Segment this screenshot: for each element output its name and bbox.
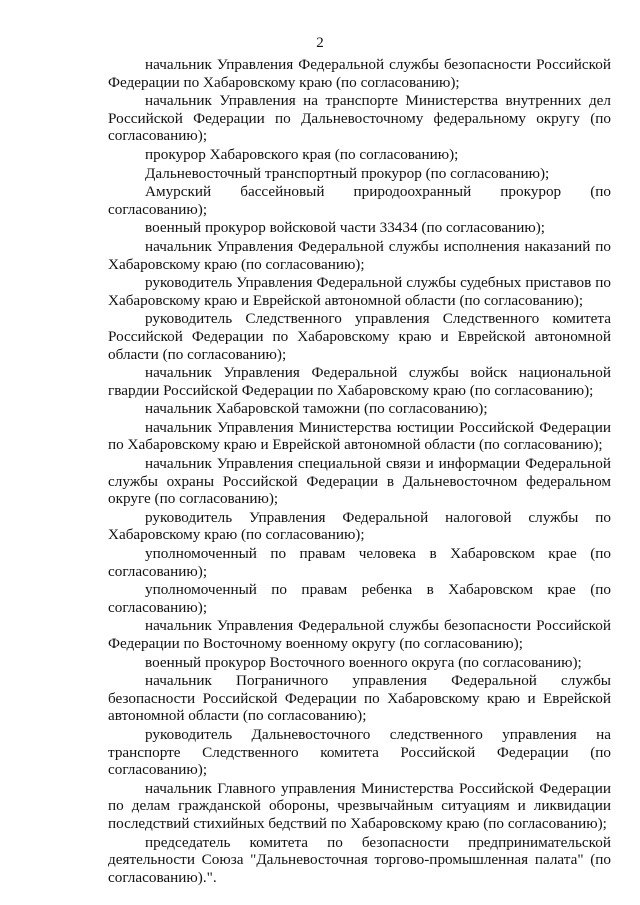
- list-item: начальник Управления Министерства юстиции Российской Федерации по Хабаровскому краю и Еврейской автономной области (по согласованию);: [108, 418, 611, 454]
- list-item: начальник Управления на транспорте Министерства внутренних дел Российской Федерации по Дальневосточному федеральному округу (по согласованию);: [108, 92, 611, 145]
- list-item: Дальневосточный транспортный прокурор (по согласованию);: [145, 164, 550, 182]
- list-item: уполномоченный по правам ребенка в Хабаровском крае (по согласованию);: [108, 581, 611, 616]
- list-item: уполномоченный по правам человека в Хабаровском крае (по согласованию);: [108, 545, 611, 580]
- list-item: начальник Управления Федеральной службы безопасности Российской Федерации по Восточному военному округу (по согласованию);: [108, 617, 611, 652]
- list-item: начальник Пограничного управления Федеральной службы безопасности Российской Федерации по Хабаровскому краю и Еврейской автономной области (по согласованию);: [108, 672, 611, 725]
- list-item: руководитель Управления Федеральной налоговой службы по Хабаровскому краю (по согласованию);: [108, 508, 611, 544]
- list-item: начальник Хабаровской таможни (по согласованию);: [145, 400, 488, 418]
- list-item: руководитель Дальневосточного следственного управления на транспорте Следственного комитета Российской Федерации (по согласованию);: [108, 725, 611, 779]
- list-item: прокурор Хабаровского края (по согласованию);: [145, 145, 459, 163]
- list-item: Амурский бассейновый природоохранный прокурор (по согласованию);: [108, 183, 611, 218]
- page-number: 2: [316, 35, 324, 51]
- list-item: военный прокурор Восточного военного округа (по согласованию);: [145, 653, 582, 671]
- list-item: начальник Главного управления Министерства Российской Федерации по делам гражданской обороны, чрезвычайным ситуациям и ликвидации последствий стихийных бедствий по Хабаровскому краю (по согласованию);: [108, 779, 611, 832]
- list-item: начальник Управления Федеральной службы исполнения наказаний по Хабаровскому краю (по согласованию);: [108, 237, 611, 273]
- list-item: начальник Управления Федеральной службы безопасности Российской Федерации по Хабаровскому краю (по согласованию);: [108, 56, 611, 91]
- list-item: военный прокурор войсковой части 33434 (по согласованию);: [145, 219, 545, 237]
- list-item: начальник Управления Федеральной службы войск национальной гвардии Российской Федерации по Хабаровскому краю (по согласованию);: [108, 364, 611, 399]
- list-item: руководитель Управления Федеральной службы судебных приставов по Хабаровскому краю и Еврейской автономной области (по согласованию);: [108, 274, 611, 309]
- list-item: председатель комитета по безопасности предпринимательской деятельности Союза "Дальневосточная торгово-промышленная палата" (по согласованию).".: [108, 833, 611, 886]
- list-item: начальник Управления специальной связи и информации Федеральной службы охраны Российской Федерации в Дальневосточном федеральном округе (по согласованию);: [108, 455, 611, 508]
- document-body: [108, 56, 611, 887]
- list-item: руководитель Следственного управления Следственного комитета Российской Федерации по Хабаровскому краю и Еврейской автономной области (по согласованию);: [108, 310, 611, 363]
